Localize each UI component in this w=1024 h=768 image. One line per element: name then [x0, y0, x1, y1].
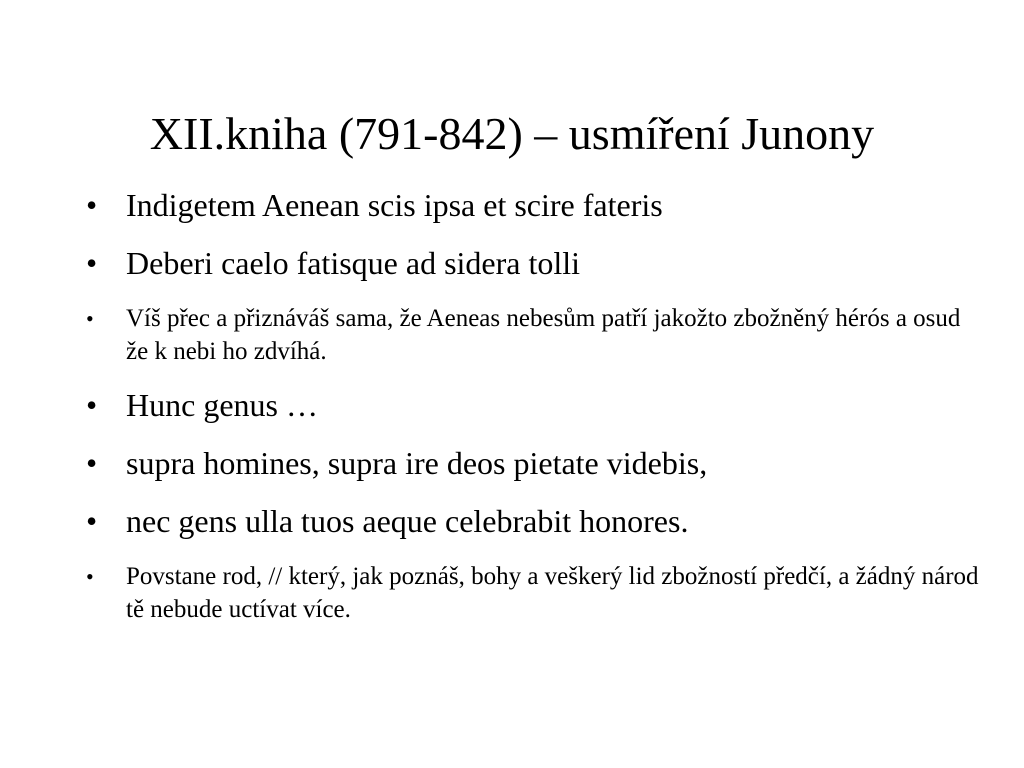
bullet-item	[86, 502, 986, 540]
bullet-list	[86, 186, 986, 644]
bullet-item	[86, 386, 986, 424]
bullet-item-translation	[86, 302, 986, 368]
bullet-dot-icon: •	[86, 387, 98, 423]
slide-title: XII.kniha (791-842) – usmíření Junony	[149, 108, 875, 159]
bullet-item	[86, 186, 986, 224]
bullet-text: Indigetem Aenean scis ipsa et scire fateris	[126, 187, 663, 223]
bullet-text: nec gens ulla tuos aeque celebrabit honores.	[126, 503, 689, 539]
bullet-item	[86, 244, 986, 282]
bullet-dot-icon: •	[86, 245, 98, 281]
bullet-item	[86, 444, 986, 482]
bullet-text: supra homines, supra ire deos pietate videbis,	[126, 445, 708, 481]
bullet-dot-icon: •	[86, 187, 98, 223]
bullet-item-translation	[86, 560, 986, 626]
bullet-dot-icon: •	[86, 503, 98, 539]
bullet-dot-icon: •	[86, 564, 94, 589]
bullet-dot-icon: •	[86, 306, 94, 331]
bullet-text: Povstane rod, // který, jak poznáš, bohy a veškerý lid zbožností předčí, a žádný národ tě nebude uctívat více.	[126, 563, 979, 623]
bullet-text: Hunc genus …	[126, 387, 318, 423]
bullet-text: Deberi caelo fatisque ad sidera tolli	[126, 245, 581, 281]
bullet-text: Víš přec a přiznáváš sama, že Aeneas nebesům patří jakožto zbožněný hérós a osud že k nebi ho zdvíhá.	[126, 305, 961, 365]
bullet-dot-icon: •	[86, 445, 98, 481]
